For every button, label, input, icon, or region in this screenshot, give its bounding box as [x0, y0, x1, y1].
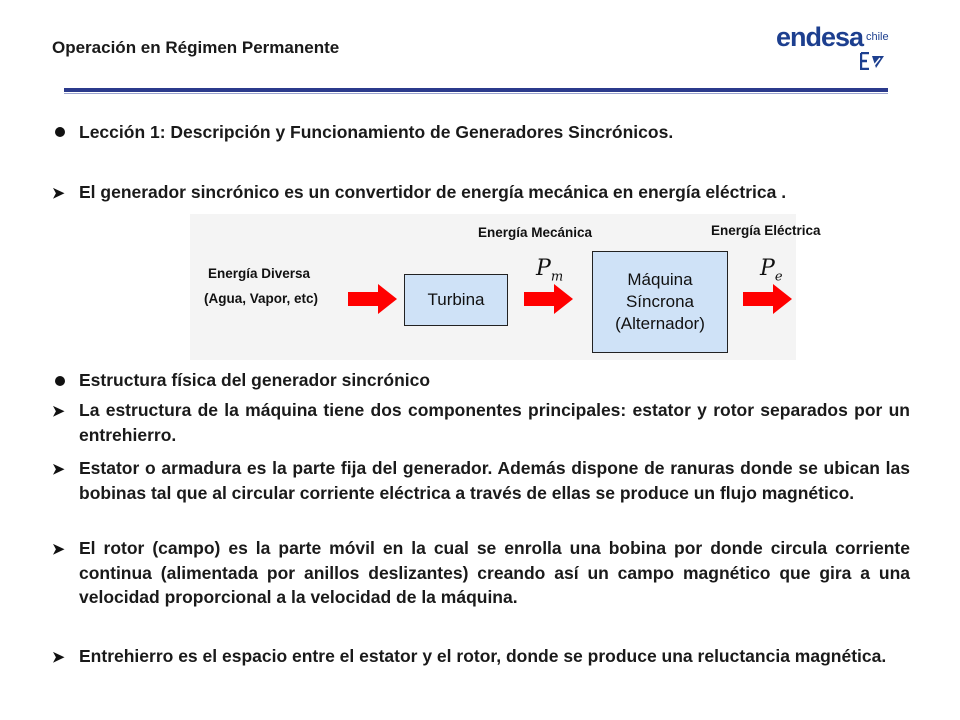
bullet-dot-icon: [55, 376, 65, 386]
airgap-description: Entrehierro es el espacio entre el estator y el rotor, donde se produce una reluctancia magnética.: [79, 646, 887, 666]
bullet-dot-icon: [55, 127, 65, 137]
company-logo: [776, 22, 896, 70]
machine-label-line3: (Alternador): [615, 314, 705, 333]
structure-heading: Estructura física del generador sincrónico: [79, 370, 431, 390]
bullet-arrow-icon: ➤: [52, 649, 65, 666]
electrical-energy-label: Energía Eléctrica: [711, 223, 821, 238]
pm-symbol: $P_m$: [536, 256, 564, 285]
logo-wordmark: endesa: [776, 22, 864, 52]
logo-subtitle: chile: [866, 31, 889, 43]
page-title: Operación en Régimen Permanente: [52, 38, 340, 57]
bullet-arrow-icon: ➤: [52, 185, 65, 202]
rotor-description: El rotor (campo) es la parte móvil en la cual se enrolla una bobina por donde circula corriente continua (alimentada por anillos deslizantes) creando así un campo magnético que gira a una velocidad proporcional a la velocidad de la máquina.: [79, 538, 910, 607]
logo-mark-icon: [860, 52, 886, 70]
bullet-arrow-icon: ➤: [52, 541, 65, 558]
structure-description: La estructura de la máquina tiene dos componentes principales: estator y rotor separados por un entrehierro.: [79, 400, 910, 445]
input-label-line1: Energía Diversa: [208, 266, 311, 281]
arrow-input-icon: [348, 283, 398, 315]
bullet-arrow-icon: ➤: [52, 461, 65, 478]
stator-description: Estator o armadura es la parte fija del generador. Además dispone de ranuras donde se ubican las bobinas tal que al circular corriente eléctrica a través de ellas se produce un flujo magnético.: [79, 458, 910, 503]
header-divider: [64, 88, 888, 92]
bullet-arrow-icon: ➤: [52, 403, 65, 420]
machine-label-line1: Máquina: [627, 270, 693, 289]
turbine-box: [404, 274, 508, 326]
mechanical-energy-label: Energía Mecánica: [478, 225, 593, 240]
energy-flow-diagram: [190, 214, 821, 360]
pe-symbol: $P_e$: [760, 256, 783, 285]
header-divider-thin: [64, 93, 888, 94]
input-label-line2: (Agua, Vapor, etc): [204, 291, 319, 306]
arrow-electrical-icon: [743, 283, 793, 315]
machine-label-line2: Síncrona: [625, 292, 695, 311]
turbine-label: Turbina: [427, 290, 485, 309]
lesson-heading: Lección 1: Descripción y Funcionamiento de Generadores Sincrónicos.: [79, 122, 674, 142]
arrow-mechanical-icon: [524, 283, 574, 315]
generator-definition: El generador sincrónico es un convertidor de energía mecánica en energía eléctrica .: [79, 182, 787, 202]
synchronous-machine-box: [592, 251, 728, 353]
